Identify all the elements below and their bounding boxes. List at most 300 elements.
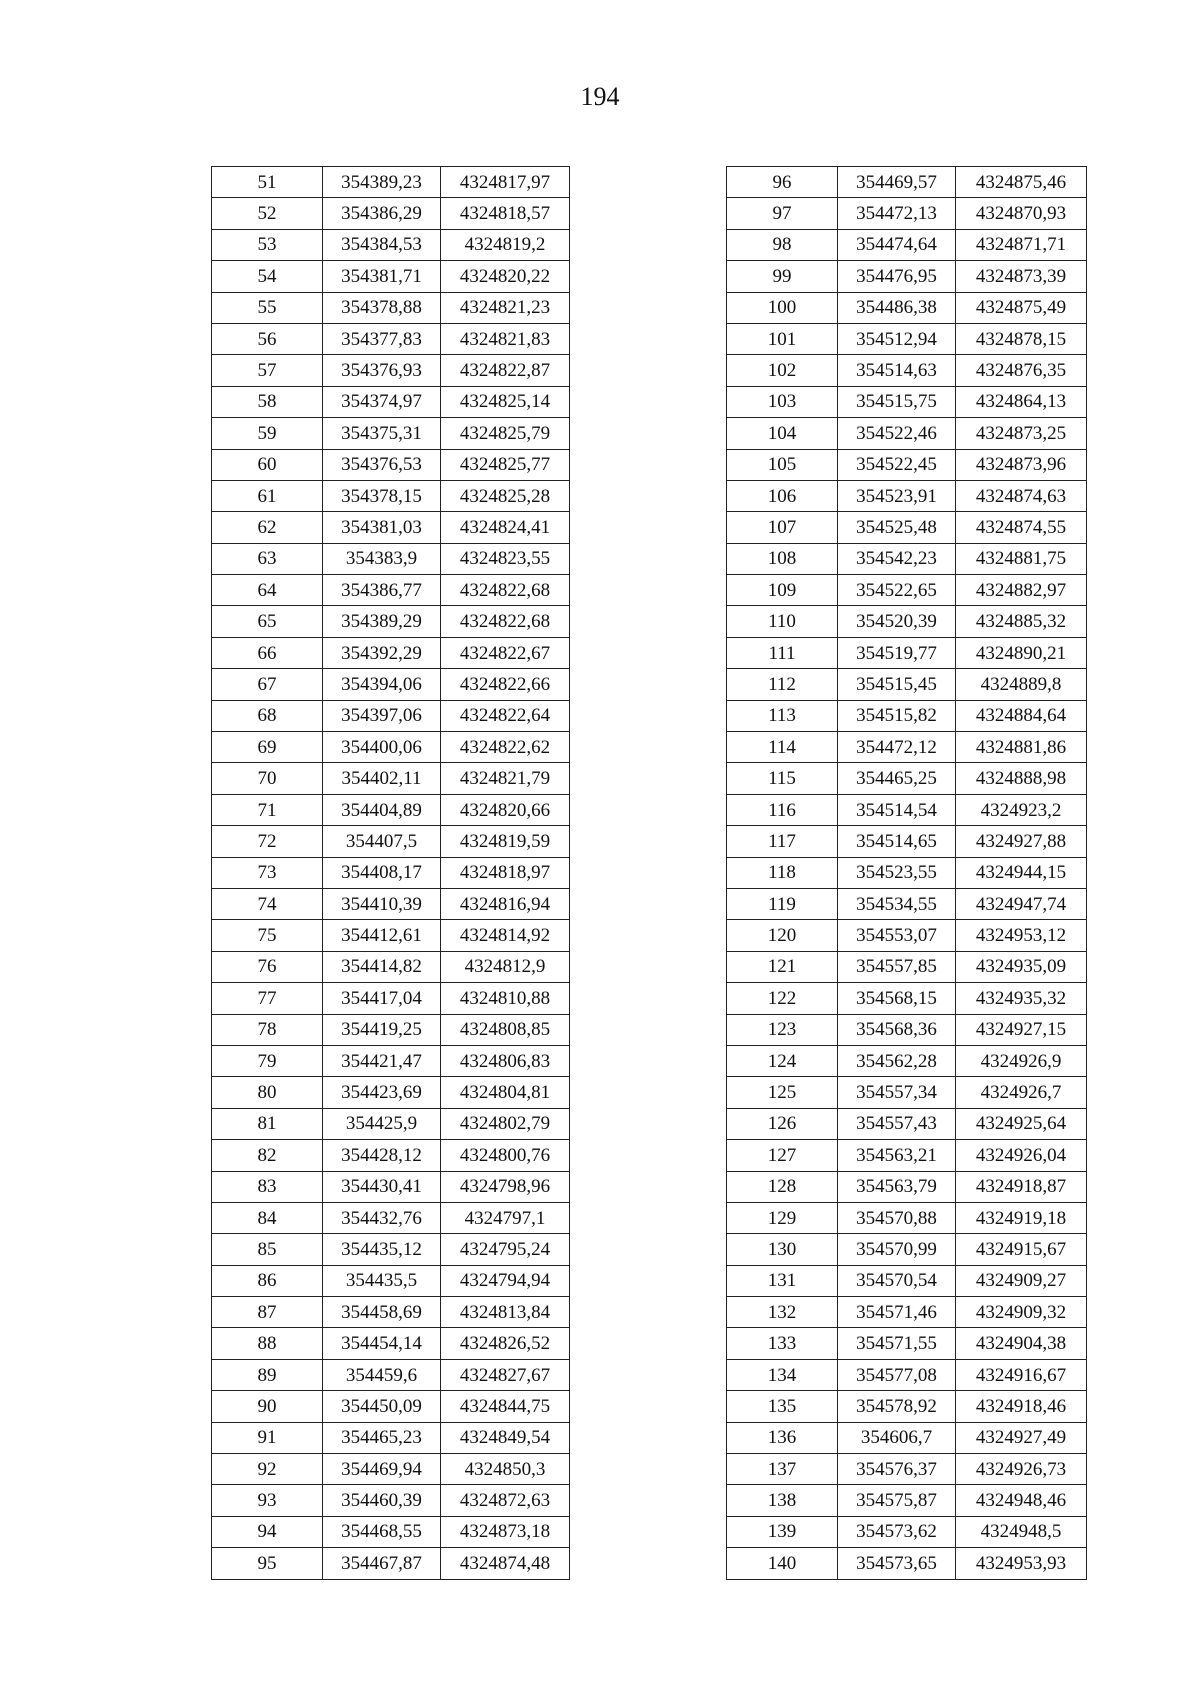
x-coordinate-cell: 354522,45	[838, 449, 956, 480]
point-number-cell: 87	[212, 1297, 323, 1328]
table-row	[212, 1140, 570, 1171]
y-coordinate-cell: 4324821,23	[441, 292, 570, 323]
y-coordinate-cell: 4324826,52	[441, 1328, 570, 1359]
point-number-cell: 91	[212, 1422, 323, 1453]
x-coordinate-cell: 354519,77	[838, 637, 956, 668]
x-coordinate-cell: 354515,45	[838, 669, 956, 700]
table-row	[212, 888, 570, 919]
y-coordinate-cell: 4324825,14	[441, 386, 570, 417]
point-number-cell: 76	[212, 951, 323, 982]
point-number-cell: 74	[212, 888, 323, 919]
point-number-cell: 109	[727, 575, 838, 606]
point-number-cell: 116	[727, 794, 838, 825]
table-row	[727, 575, 1087, 606]
point-number-cell: 70	[212, 763, 323, 794]
table-row	[212, 1548, 570, 1579]
point-number-cell: 63	[212, 543, 323, 574]
y-coordinate-cell: 4324915,67	[956, 1234, 1087, 1265]
table-row	[727, 1140, 1087, 1171]
table-row	[212, 543, 570, 574]
table-row	[727, 794, 1087, 825]
point-number-cell: 132	[727, 1297, 838, 1328]
x-coordinate-cell: 354400,06	[323, 732, 441, 763]
y-coordinate-cell: 4324918,87	[956, 1171, 1087, 1202]
y-coordinate-cell: 4324824,41	[441, 512, 570, 543]
x-coordinate-cell: 354570,88	[838, 1202, 956, 1233]
x-coordinate-cell: 354404,89	[323, 794, 441, 825]
table-row	[212, 229, 570, 260]
x-coordinate-cell: 354397,06	[323, 700, 441, 731]
table-row	[212, 575, 570, 606]
x-coordinate-cell: 354512,94	[838, 323, 956, 354]
y-coordinate-cell: 4324919,18	[956, 1202, 1087, 1233]
y-coordinate-cell: 4324873,18	[441, 1516, 570, 1547]
point-number-cell: 113	[727, 700, 838, 731]
table-row	[727, 1485, 1087, 1516]
point-number-cell: 115	[727, 763, 838, 794]
y-coordinate-cell: 4324798,96	[441, 1171, 570, 1202]
table-row	[212, 606, 570, 637]
table-row	[212, 1391, 570, 1422]
point-number-cell: 58	[212, 386, 323, 417]
x-coordinate-cell: 354381,03	[323, 512, 441, 543]
point-number-cell: 111	[727, 637, 838, 668]
point-number-cell: 93	[212, 1485, 323, 1516]
table-row	[212, 1265, 570, 1296]
y-coordinate-cell: 4324876,35	[956, 355, 1087, 386]
y-coordinate-cell: 4324909,32	[956, 1297, 1087, 1328]
table-row	[727, 1014, 1087, 1045]
y-coordinate-cell: 4324814,92	[441, 920, 570, 951]
x-coordinate-cell: 354606,7	[838, 1422, 956, 1453]
point-number-cell: 97	[727, 198, 838, 229]
y-coordinate-cell: 4324948,5	[956, 1516, 1087, 1547]
table-row	[727, 543, 1087, 574]
x-coordinate-cell: 354430,41	[323, 1171, 441, 1202]
table-row	[212, 167, 570, 198]
x-coordinate-cell: 354557,85	[838, 951, 956, 982]
x-coordinate-cell: 354570,99	[838, 1234, 956, 1265]
x-coordinate-cell: 354454,14	[323, 1328, 441, 1359]
point-number-cell: 83	[212, 1171, 323, 1202]
point-number-cell: 81	[212, 1108, 323, 1139]
point-number-cell: 125	[727, 1077, 838, 1108]
table-row	[212, 261, 570, 292]
y-coordinate-cell: 4324822,68	[441, 606, 570, 637]
y-coordinate-cell: 4324797,1	[441, 1202, 570, 1233]
point-number-cell: 121	[727, 951, 838, 982]
x-coordinate-cell: 354568,36	[838, 1014, 956, 1045]
x-coordinate-cell: 354573,65	[838, 1548, 956, 1579]
y-coordinate-cell: 4324810,88	[441, 983, 570, 1014]
x-coordinate-cell: 354563,79	[838, 1171, 956, 1202]
point-number-cell: 68	[212, 700, 323, 731]
y-coordinate-cell: 4324819,2	[441, 229, 570, 260]
table-row	[727, 355, 1087, 386]
y-coordinate-cell: 4324875,46	[956, 167, 1087, 198]
point-number-cell: 66	[212, 637, 323, 668]
y-coordinate-cell: 4324948,46	[956, 1485, 1087, 1516]
x-coordinate-cell: 354557,34	[838, 1077, 956, 1108]
point-number-cell: 110	[727, 606, 838, 637]
y-coordinate-cell: 4324820,22	[441, 261, 570, 292]
y-coordinate-cell: 4324927,88	[956, 826, 1087, 857]
table-row	[727, 292, 1087, 323]
y-coordinate-cell: 4324944,15	[956, 857, 1087, 888]
x-coordinate-cell: 354435,5	[323, 1265, 441, 1296]
y-coordinate-cell: 4324953,93	[956, 1548, 1087, 1579]
x-coordinate-cell: 354563,21	[838, 1140, 956, 1171]
x-coordinate-cell: 354474,64	[838, 229, 956, 260]
point-number-cell: 133	[727, 1328, 838, 1359]
x-coordinate-cell: 354467,87	[323, 1548, 441, 1579]
point-number-cell: 53	[212, 229, 323, 260]
y-coordinate-cell: 4324822,67	[441, 637, 570, 668]
table-row	[727, 167, 1087, 198]
point-number-cell: 51	[212, 167, 323, 198]
point-number-cell: 59	[212, 418, 323, 449]
point-number-cell: 105	[727, 449, 838, 480]
y-coordinate-cell: 4324927,49	[956, 1422, 1087, 1453]
x-coordinate-cell: 354575,87	[838, 1485, 956, 1516]
x-coordinate-cell: 354419,25	[323, 1014, 441, 1045]
point-number-cell: 86	[212, 1265, 323, 1296]
point-number-cell: 123	[727, 1014, 838, 1045]
table-row	[727, 1234, 1087, 1265]
table-row	[727, 1548, 1087, 1579]
table-row	[727, 1391, 1087, 1422]
table-row	[212, 355, 570, 386]
point-number-cell: 114	[727, 732, 838, 763]
x-coordinate-cell: 354378,88	[323, 292, 441, 323]
y-coordinate-cell: 4324926,9	[956, 1045, 1087, 1076]
point-number-cell: 134	[727, 1359, 838, 1390]
point-number-cell: 139	[727, 1516, 838, 1547]
table-row	[727, 449, 1087, 480]
point-number-cell: 55	[212, 292, 323, 323]
x-coordinate-cell: 354432,76	[323, 1202, 441, 1233]
x-coordinate-cell: 354542,23	[838, 543, 956, 574]
x-coordinate-cell: 354389,23	[323, 167, 441, 198]
page-number: 194	[580, 82, 620, 111]
table-row	[727, 1265, 1087, 1296]
x-coordinate-cell: 354523,55	[838, 857, 956, 888]
y-coordinate-cell: 4324889,8	[956, 669, 1087, 700]
x-coordinate-cell: 354472,12	[838, 732, 956, 763]
y-coordinate-cell: 4324923,2	[956, 794, 1087, 825]
y-coordinate-cell: 4324935,09	[956, 951, 1087, 982]
table-row	[727, 983, 1087, 1014]
y-coordinate-cell: 4324806,83	[441, 1045, 570, 1076]
x-coordinate-cell: 354522,46	[838, 418, 956, 449]
y-coordinate-cell: 4324884,64	[956, 700, 1087, 731]
point-number-cell: 140	[727, 1548, 838, 1579]
x-coordinate-cell: 354375,31	[323, 418, 441, 449]
table-row	[212, 449, 570, 480]
point-number-cell: 128	[727, 1171, 838, 1202]
table-row	[212, 1202, 570, 1233]
x-coordinate-cell: 354573,62	[838, 1516, 956, 1547]
table-row	[212, 1454, 570, 1485]
y-coordinate-cell: 4324823,55	[441, 543, 570, 574]
table-row	[727, 826, 1087, 857]
x-coordinate-cell: 354402,11	[323, 763, 441, 794]
y-coordinate-cell: 4324802,79	[441, 1108, 570, 1139]
table-row	[727, 418, 1087, 449]
table-row	[727, 386, 1087, 417]
y-coordinate-cell: 4324804,81	[441, 1077, 570, 1108]
point-number-cell: 95	[212, 1548, 323, 1579]
x-coordinate-cell: 354435,12	[323, 1234, 441, 1265]
y-coordinate-cell: 4324827,67	[441, 1359, 570, 1390]
x-coordinate-cell: 354525,48	[838, 512, 956, 543]
y-coordinate-cell: 4324874,55	[956, 512, 1087, 543]
x-coordinate-cell: 354469,94	[323, 1454, 441, 1485]
y-coordinate-cell: 4324927,15	[956, 1014, 1087, 1045]
y-coordinate-cell: 4324822,64	[441, 700, 570, 731]
table-row	[727, 1359, 1087, 1390]
table-row	[727, 1077, 1087, 1108]
x-coordinate-cell: 354425,9	[323, 1108, 441, 1139]
point-number-cell: 92	[212, 1454, 323, 1485]
y-coordinate-cell: 4324916,67	[956, 1359, 1087, 1390]
x-coordinate-cell: 354476,95	[838, 261, 956, 292]
point-number-cell: 77	[212, 983, 323, 1014]
y-coordinate-cell: 4324918,46	[956, 1391, 1087, 1422]
table-row	[727, 1171, 1087, 1202]
point-number-cell: 104	[727, 418, 838, 449]
x-coordinate-cell: 354514,63	[838, 355, 956, 386]
y-coordinate-cell: 4324881,75	[956, 543, 1087, 574]
x-coordinate-cell: 354486,38	[838, 292, 956, 323]
point-number-cell: 80	[212, 1077, 323, 1108]
x-coordinate-cell: 354571,46	[838, 1297, 956, 1328]
y-coordinate-cell: 4324925,64	[956, 1108, 1087, 1139]
y-coordinate-cell: 4324874,48	[441, 1548, 570, 1579]
table-row	[727, 261, 1087, 292]
y-coordinate-cell: 4324822,62	[441, 732, 570, 763]
table-row	[727, 669, 1087, 700]
y-coordinate-cell: 4324878,15	[956, 323, 1087, 354]
table-row	[212, 1328, 570, 1359]
table-row	[212, 794, 570, 825]
point-number-cell: 71	[212, 794, 323, 825]
x-coordinate-cell: 354392,29	[323, 637, 441, 668]
point-number-cell: 62	[212, 512, 323, 543]
point-number-cell: 99	[727, 261, 838, 292]
point-number-cell: 135	[727, 1391, 838, 1422]
y-coordinate-cell: 4324874,63	[956, 480, 1087, 511]
table-row	[727, 857, 1087, 888]
y-coordinate-cell: 4324904,38	[956, 1328, 1087, 1359]
table-row	[727, 606, 1087, 637]
x-coordinate-cell: 354571,55	[838, 1328, 956, 1359]
table-row	[212, 1485, 570, 1516]
x-coordinate-cell: 354459,6	[323, 1359, 441, 1390]
point-number-cell: 129	[727, 1202, 838, 1233]
table-row	[727, 1045, 1087, 1076]
point-number-cell: 61	[212, 480, 323, 511]
table-row	[212, 1297, 570, 1328]
y-coordinate-cell: 4324888,98	[956, 763, 1087, 794]
table-row	[212, 763, 570, 794]
table-row	[212, 983, 570, 1014]
point-number-cell: 137	[727, 1454, 838, 1485]
point-number-cell: 120	[727, 920, 838, 951]
x-coordinate-cell: 354568,15	[838, 983, 956, 1014]
x-coordinate-cell: 354386,77	[323, 575, 441, 606]
table-row	[212, 857, 570, 888]
x-coordinate-cell: 354460,39	[323, 1485, 441, 1516]
point-number-cell: 67	[212, 669, 323, 700]
x-coordinate-cell: 354570,54	[838, 1265, 956, 1296]
table-row	[727, 700, 1087, 731]
x-coordinate-cell: 354465,23	[323, 1422, 441, 1453]
table-row	[212, 1422, 570, 1453]
point-number-cell: 130	[727, 1234, 838, 1265]
table-row	[212, 700, 570, 731]
table-row	[212, 669, 570, 700]
x-coordinate-cell: 354376,53	[323, 449, 441, 480]
y-coordinate-cell: 4324808,85	[441, 1014, 570, 1045]
point-number-cell: 94	[212, 1516, 323, 1547]
x-coordinate-cell: 354520,39	[838, 606, 956, 637]
table-row	[727, 198, 1087, 229]
x-coordinate-cell: 354534,55	[838, 888, 956, 919]
y-coordinate-cell: 4324821,79	[441, 763, 570, 794]
y-coordinate-cell: 4324909,27	[956, 1265, 1087, 1296]
y-coordinate-cell: 4324818,97	[441, 857, 570, 888]
table-row	[212, 512, 570, 543]
y-coordinate-cell: 4324873,39	[956, 261, 1087, 292]
table-row	[727, 888, 1087, 919]
y-coordinate-cell: 4324816,94	[441, 888, 570, 919]
point-number-cell: 56	[212, 323, 323, 354]
y-coordinate-cell: 4324871,71	[956, 229, 1087, 260]
y-coordinate-cell: 4324926,7	[956, 1077, 1087, 1108]
point-number-cell: 101	[727, 323, 838, 354]
table-row	[212, 826, 570, 857]
x-coordinate-cell: 354376,93	[323, 355, 441, 386]
point-number-cell: 96	[727, 167, 838, 198]
table-row	[727, 637, 1087, 668]
table-row	[727, 1202, 1087, 1233]
x-coordinate-cell: 354383,9	[323, 543, 441, 574]
y-coordinate-cell: 4324864,13	[956, 386, 1087, 417]
table-row	[212, 920, 570, 951]
point-number-cell: 107	[727, 512, 838, 543]
table-row	[727, 1422, 1087, 1453]
coordinates-table-left	[211, 166, 570, 1580]
x-coordinate-cell: 354458,69	[323, 1297, 441, 1328]
point-number-cell: 119	[727, 888, 838, 919]
table-row	[727, 732, 1087, 763]
y-coordinate-cell: 4324844,75	[441, 1391, 570, 1422]
table-row	[727, 1328, 1087, 1359]
table-row	[212, 1171, 570, 1202]
y-coordinate-cell: 4324818,57	[441, 198, 570, 229]
table-row	[212, 386, 570, 417]
x-coordinate-cell: 354472,13	[838, 198, 956, 229]
y-coordinate-cell: 4324953,12	[956, 920, 1087, 951]
x-coordinate-cell: 354386,29	[323, 198, 441, 229]
x-coordinate-cell: 354514,54	[838, 794, 956, 825]
y-coordinate-cell: 4324817,97	[441, 167, 570, 198]
table-row	[727, 512, 1087, 543]
y-coordinate-cell: 4324825,28	[441, 480, 570, 511]
point-number-cell: 136	[727, 1422, 838, 1453]
y-coordinate-cell: 4324935,32	[956, 983, 1087, 1014]
table-row	[727, 480, 1087, 511]
point-number-cell: 90	[212, 1391, 323, 1422]
point-number-cell: 102	[727, 355, 838, 386]
y-coordinate-cell: 4324881,86	[956, 732, 1087, 763]
x-coordinate-cell: 354384,53	[323, 229, 441, 260]
point-number-cell: 72	[212, 826, 323, 857]
table-row	[212, 418, 570, 449]
y-coordinate-cell: 4324873,25	[956, 418, 1087, 449]
table-row	[727, 1516, 1087, 1547]
y-coordinate-cell: 4324825,79	[441, 418, 570, 449]
x-coordinate-cell: 354417,04	[323, 983, 441, 1014]
y-coordinate-cell: 4324822,66	[441, 669, 570, 700]
table-row	[212, 1014, 570, 1045]
table-row	[727, 951, 1087, 982]
x-coordinate-cell: 354421,47	[323, 1045, 441, 1076]
point-number-cell: 118	[727, 857, 838, 888]
x-coordinate-cell: 354394,06	[323, 669, 441, 700]
y-coordinate-cell: 4324812,9	[441, 951, 570, 982]
y-coordinate-cell: 4324947,74	[956, 888, 1087, 919]
point-number-cell: 117	[727, 826, 838, 857]
table-row	[727, 1454, 1087, 1485]
x-coordinate-cell: 354553,07	[838, 920, 956, 951]
point-number-cell: 65	[212, 606, 323, 637]
x-coordinate-cell: 354468,55	[323, 1516, 441, 1547]
point-number-cell: 69	[212, 732, 323, 763]
y-coordinate-cell: 4324800,76	[441, 1140, 570, 1171]
point-number-cell: 106	[727, 480, 838, 511]
point-number-cell: 112	[727, 669, 838, 700]
x-coordinate-cell: 354412,61	[323, 920, 441, 951]
table-row	[212, 732, 570, 763]
y-coordinate-cell: 4324872,63	[441, 1485, 570, 1516]
point-number-cell: 127	[727, 1140, 838, 1171]
y-coordinate-cell: 4324885,32	[956, 606, 1087, 637]
table-row	[727, 920, 1087, 951]
x-coordinate-cell: 354428,12	[323, 1140, 441, 1171]
point-number-cell: 79	[212, 1045, 323, 1076]
y-coordinate-cell: 4324890,21	[956, 637, 1087, 668]
x-coordinate-cell: 354562,28	[838, 1045, 956, 1076]
y-coordinate-cell: 4324873,96	[956, 449, 1087, 480]
table-row	[727, 1108, 1087, 1139]
table-row	[212, 480, 570, 511]
y-coordinate-cell: 4324821,83	[441, 323, 570, 354]
point-number-cell: 108	[727, 543, 838, 574]
x-coordinate-cell: 354465,25	[838, 763, 956, 794]
y-coordinate-cell: 4324849,54	[441, 1422, 570, 1453]
x-coordinate-cell: 354377,83	[323, 323, 441, 354]
coordinates-table-right	[726, 166, 1087, 1580]
point-number-cell: 73	[212, 857, 323, 888]
table-row	[212, 323, 570, 354]
y-coordinate-cell: 4324813,84	[441, 1297, 570, 1328]
table-row	[212, 1234, 570, 1265]
x-coordinate-cell: 354414,82	[323, 951, 441, 982]
x-coordinate-cell: 354410,39	[323, 888, 441, 919]
x-coordinate-cell: 354423,69	[323, 1077, 441, 1108]
